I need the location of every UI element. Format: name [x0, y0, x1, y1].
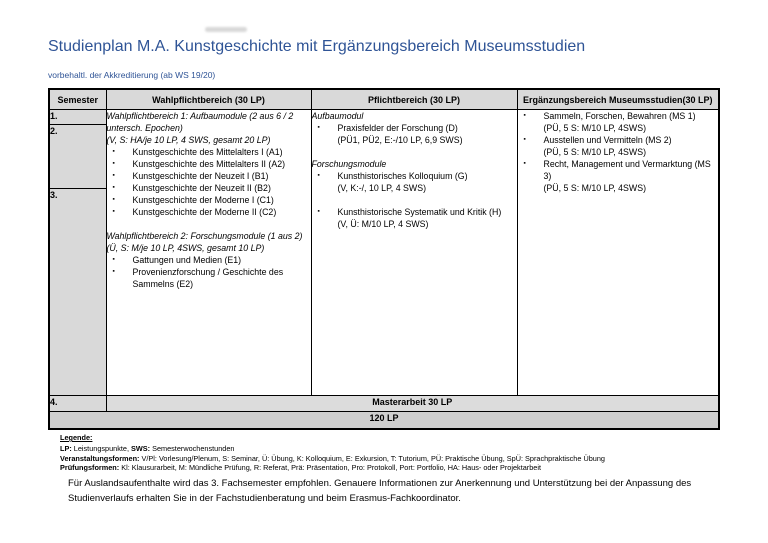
module-detail: (PÜ, 5 S: M/10 LP, 4SWS) [543, 183, 647, 193]
list-item [518, 110, 719, 134]
masterarbeit-cell: Masterarbeit 30 LP [106, 396, 719, 412]
legend [60, 433, 605, 473]
wahlpflichtbereich-cell [106, 110, 311, 396]
legend-term: SWS: [131, 443, 151, 453]
wahlpflicht-block1-title: Wahlpflichtbereich 1: Aufbaumodule (2 aus 6 / 2 untersch. Epochen) [106, 111, 294, 133]
list-item: ▪ Provenienzforschung / Geschichte des Sammelns (E2) [107, 266, 311, 290]
module-detail: (V, Ü: M/10 LP, 4 SWS) [337, 219, 429, 229]
module-name: Kunsthistorische Systematik und Kritik (H) [337, 207, 502, 217]
legend-term: LP: [60, 443, 72, 453]
table-row [49, 110, 719, 125]
col-header-semester: Semester [49, 89, 106, 110]
semester-cell-4: 4. [49, 396, 106, 412]
col-header-pflichtbereich: Pflichtbereich (30 LP) [311, 89, 517, 110]
bullet-icon: ▪ [112, 148, 115, 155]
bullet-icon: ▪ [523, 112, 526, 119]
bullet-icon: ▪ [112, 208, 115, 215]
bullet-icon: ▪ [317, 208, 320, 215]
legend-line-lp: LP: Leistungspunkte, SWS: Semesterwochenstunden [60, 443, 235, 453]
module-name: Sammeln, Forschen, Bewahren (MS 1) [543, 111, 696, 121]
list-item [312, 122, 517, 146]
legend-term: Prüfungsformen: [60, 463, 120, 473]
footer-note: Für Auslandsaufenthalte wird das 3. Fachsemester empfohlen. Genauere Informationen zur Anerkennung und Unterstützung bei der Anpassung des Studienverlaufs erhalten Sie in der Fachstudienberatung und beim Erasmus-Fachkoordinator. [68, 478, 692, 504]
list-item [312, 206, 517, 230]
legend-line-veranstaltungsformen: Veranstaltungsformen: V/Pl: Vorlesung/Plenum, S: Seminar, Ü: Übung, K: Kolloquium, E: Exkursion, T: Tutorium, PÜ: Praktische Übung, SpÜ: Sprachpraktische Übung [60, 453, 605, 463]
list-item [518, 134, 719, 158]
list-item: ▪ Kunstgeschichte der Neuzeit II (B2) [107, 182, 311, 194]
list-item: ▪ Kunstgeschichte der Moderne I (C1) [107, 194, 311, 206]
module-detail: (PÜ1, PÜ2, E:-/10 LP, 6,9 SWS) [337, 135, 463, 145]
list-item [518, 158, 719, 194]
module-name: Recht, Management und Vermarktung (MS 3) [543, 159, 711, 181]
bullet-icon: ▪ [112, 160, 115, 167]
total-lp-cell: 120 LP [49, 412, 719, 430]
masterarbeit-row [49, 396, 719, 412]
bullet-icon: ▪ [112, 184, 115, 191]
pflicht-block2-title: Forschungsmodule [311, 159, 387, 169]
total-row [49, 412, 719, 430]
semester-cell-3: 3. [49, 189, 106, 396]
scan-artifact [205, 27, 247, 32]
study-plan-table [48, 88, 720, 430]
bullet-icon: ▪ [112, 268, 115, 275]
legend-line-pruefungsformen: Prüfungsformen: Kl: Klausurarbeit, M: Mündliche Prüfung, R: Referat, Prä: Präsentation, Pro: Protokoll, Port: Portfolio, HA: Haus- oder Projektarbeit [60, 463, 541, 473]
bullet-icon: ▪ [317, 124, 320, 131]
bullet-icon: ▪ [523, 136, 526, 143]
pflichtbereich-cell [311, 110, 517, 396]
col-header-ergaenzungsbereich: Ergänzungsbereich Museumsstudien(30 LP) [517, 89, 719, 110]
bullet-icon: ▪ [523, 160, 526, 167]
bullet-icon: ▪ [112, 172, 115, 179]
module-name: Praxisfelder der Forschung (D) [337, 123, 458, 133]
bullet-icon: ▪ [112, 196, 115, 203]
list-item: ▪ Kunstgeschichte des Mittelalters II (A2) [107, 158, 311, 170]
list-item [312, 170, 517, 194]
wahlpflicht-block2-note: (Ü, S: M/je 10 LP, 4SWS, gesamt 10 LP) [106, 243, 265, 253]
module-name: Ausstellen und Vermitteln (MS 2) [543, 135, 672, 145]
module-detail: (V, K:-/, 10 LP, 4 SWS) [337, 183, 426, 193]
bullet-icon: ▪ [317, 172, 320, 179]
ergaenzungsbereich-cell [517, 110, 719, 396]
list-item: ▪ Gattungen und Medien (E1) [107, 254, 311, 266]
legend-term: Veranstaltungsformen: [60, 453, 140, 463]
table-header-row [49, 89, 719, 110]
page-title: Studienplan M.A. Kunstgeschichte mit Ergänzungsbereich Museumsstudien [48, 38, 586, 55]
wahlpflicht-block1-note: (V, S: HA/je 10 LP, 4 SWS, gesamt 20 LP) [106, 135, 271, 145]
legend-heading: Legende: [60, 433, 93, 442]
semester-cell-2: 2. [49, 125, 106, 189]
list-item: ▪ Kunstgeschichte des Mittelalters I (A1) [107, 146, 311, 158]
module-name: Kunsthistorisches Kolloquium (G) [337, 171, 468, 181]
bullet-icon: ▪ [112, 256, 115, 263]
wahlpflicht-block2-title: Wahlpflichtbereich 2: Forschungsmodule (1 aus 2) [106, 231, 303, 241]
pflicht-block1-title: Aufbaumodul [311, 111, 364, 121]
page-subtitle: vorbehaltl. der Akkreditierung (ab WS 19/20) [48, 70, 216, 80]
module-detail: (PÜ, 5 S: M/10 LP, 4SWS) [543, 147, 647, 157]
col-header-wahlpflichtbereich: Wahlpflichtbereich (30 LP) [106, 89, 311, 110]
list-item: ▪ Kunstgeschichte der Neuzeit I (B1) [107, 170, 311, 182]
list-item: ▪ Kunstgeschichte der Moderne II (C2) [107, 206, 311, 218]
semester-cell-1: 1. [49, 110, 106, 125]
module-detail: (PÜ, 5 S: M/10 LP, 4SWS) [543, 123, 647, 133]
